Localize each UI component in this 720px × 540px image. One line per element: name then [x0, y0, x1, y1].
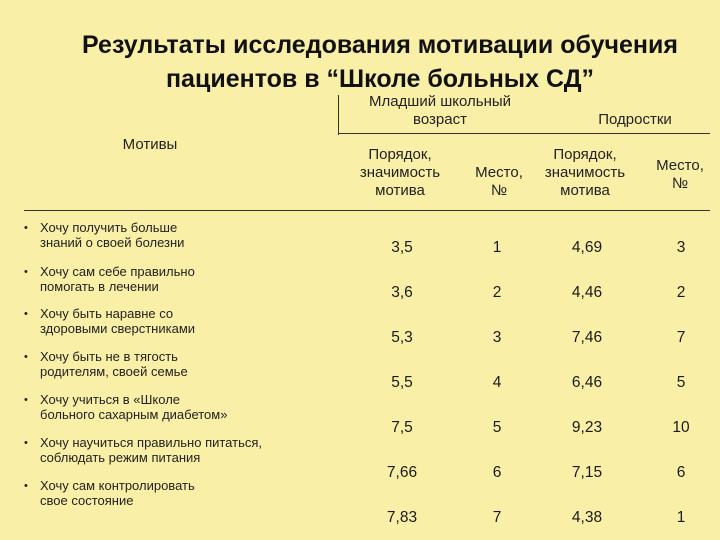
young-place-value: 5 [492, 419, 502, 436]
young-order-value: 5,3 [391, 329, 413, 346]
header-young-order: Порядок, значимость мотива [359, 146, 441, 199]
header-divider [338, 133, 710, 134]
young-order-value: 3,6 [391, 284, 413, 301]
teen-place-value: 10 [672, 419, 690, 436]
title-line-1: Результаты исследования мотивации обучения [82, 31, 678, 59]
teen-place-value: 1 [676, 509, 686, 526]
teen-place-value: 7 [676, 329, 686, 346]
bullet-icon: • [24, 480, 28, 492]
title-line-2: пациентов в “Школе больных СД” [165, 65, 595, 93]
header-teens: Подростки [598, 111, 672, 128]
young-place-value: 3 [492, 329, 502, 346]
bullet-icon: • [24, 351, 28, 363]
teen-place-value: 2 [676, 284, 686, 301]
bullet-icon: • [24, 437, 28, 449]
young-place-value: 6 [492, 464, 502, 481]
young-order-value: 7,83 [386, 509, 418, 526]
header-motives: Мотивы [122, 136, 178, 153]
teen-place-value: 3 [676, 239, 686, 256]
teen-order-value: 9,23 [571, 419, 603, 436]
teen-order-value: 7,46 [571, 329, 603, 346]
teen-place-value: 6 [676, 464, 686, 481]
teen-order-value: 7,15 [571, 464, 603, 481]
bullet-icon: • [24, 266, 28, 278]
bullet-icon: • [24, 394, 28, 406]
young-order-value: 7,5 [391, 419, 413, 436]
young-place-value: 2 [492, 284, 502, 301]
header-vdivider [338, 95, 339, 135]
bullet-icon: • [24, 308, 28, 320]
young-order-value: 5,5 [391, 374, 413, 391]
header-younger: Младший школьный возраст [368, 93, 512, 128]
young-place-value: 1 [492, 239, 502, 256]
young-order-value: 3,5 [391, 239, 413, 256]
teen-place-value: 5 [676, 374, 686, 391]
teen-order-value: 4,46 [571, 284, 603, 301]
header-bottom-rule [24, 210, 710, 211]
young-order-value: 7,66 [386, 464, 418, 481]
header-teen-place: Место, № [656, 157, 704, 192]
teen-order-value: 6,46 [571, 374, 603, 391]
slide-title [60, 28, 700, 96]
young-place-value: 7 [492, 509, 502, 526]
teen-order-value: 4,69 [571, 239, 603, 256]
teen-order-value: 4,38 [571, 509, 603, 526]
header-young-place: Место, № [475, 164, 523, 199]
header-teen-order: Порядок, значимость мотива [544, 146, 626, 199]
bullet-icon: • [24, 222, 28, 234]
young-place-value: 4 [492, 374, 502, 391]
